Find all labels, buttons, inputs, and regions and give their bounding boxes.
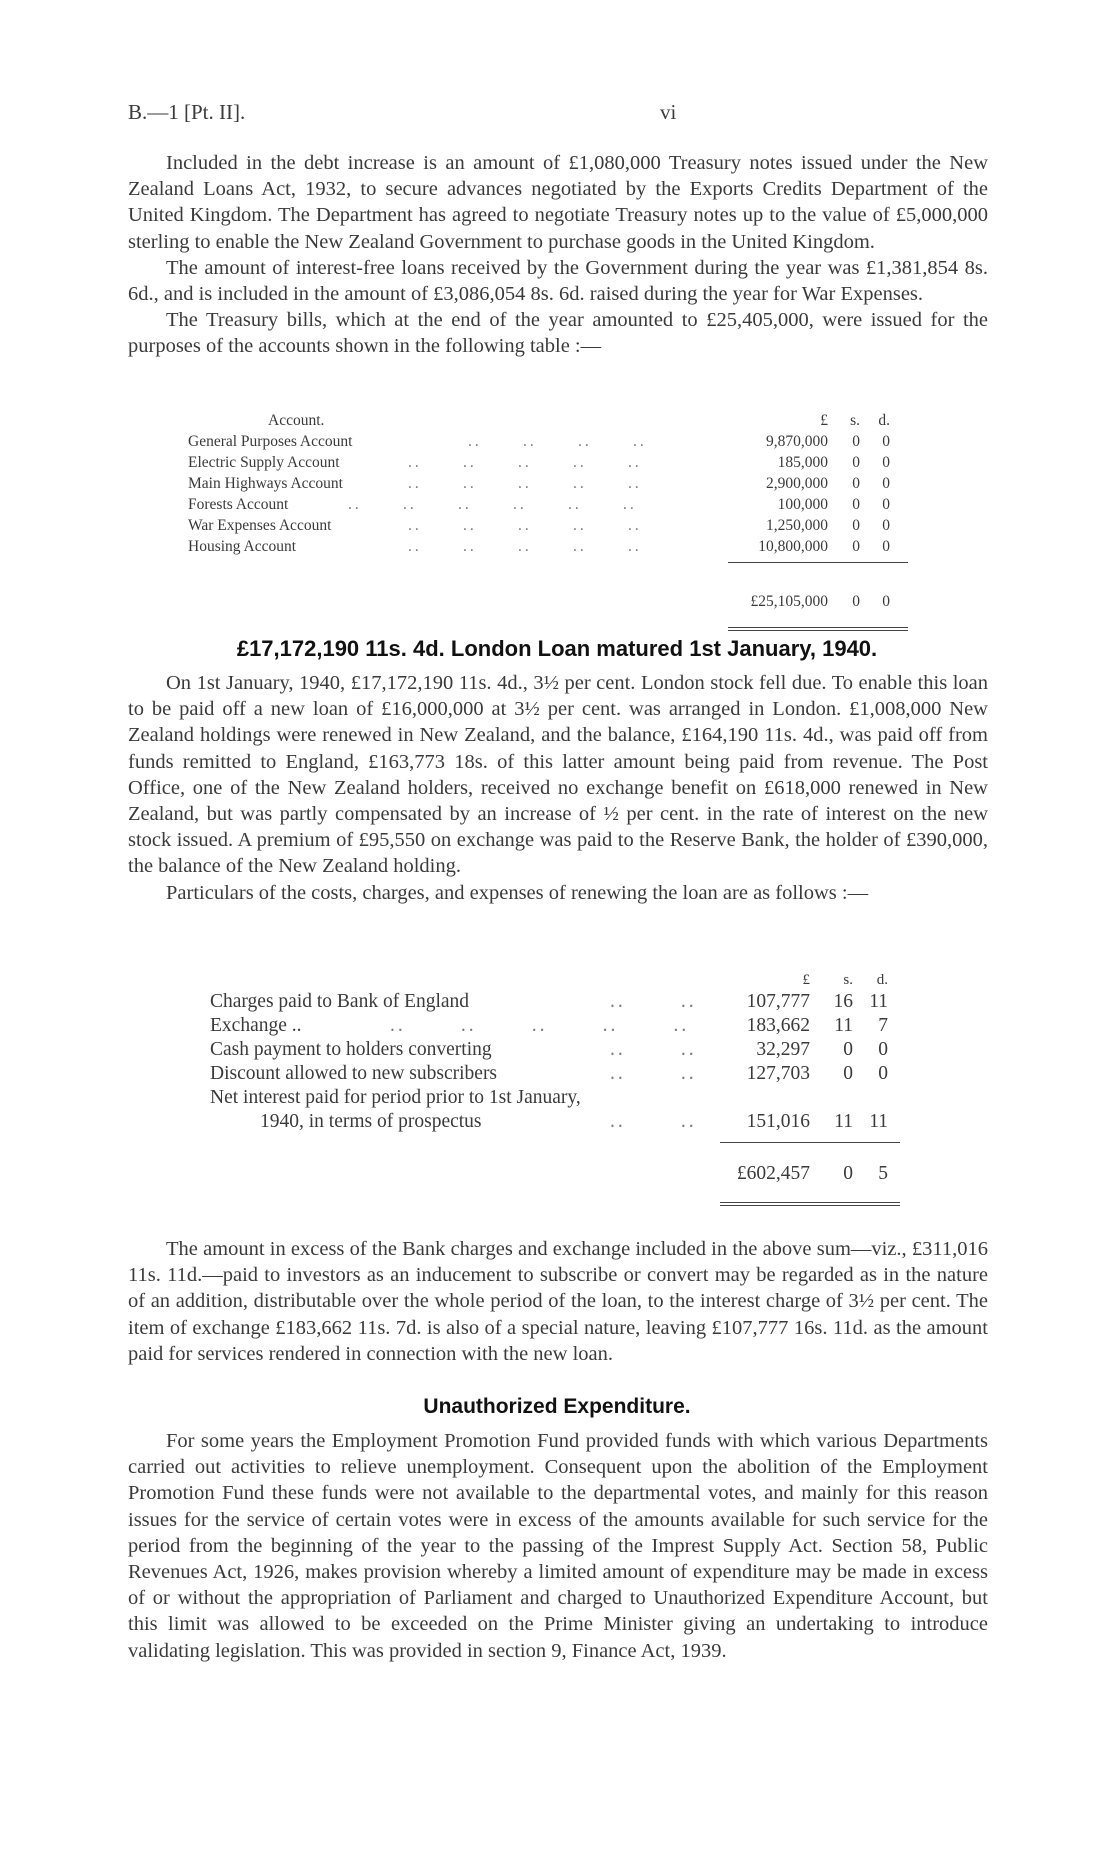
london-loan-heading: £17,172,190 11s. 4d. London Loan matured 1st January, 1940.: [236, 636, 878, 661]
document-reference: B.—1 [Pt. II].: [128, 100, 246, 124]
charge-pence: 0: [878, 1039, 888, 1060]
page-header: [128, 100, 988, 140]
table-total-row: [188, 591, 918, 612]
charge-pence: 7: [878, 1015, 888, 1036]
account-shillings: 0: [852, 475, 860, 492]
account-pounds: 9,870,000: [766, 433, 828, 450]
table-row: Housing Account .. .. .. .. .. 10,800,000 0 0: [188, 538, 890, 555]
account-shillings: 0: [852, 496, 860, 513]
column-header-pounds: £: [820, 412, 828, 429]
paragraph-unauthorized-expenditure: For some years the Employment Promotion Fund provided funds with which various Departments carried out activities to relieve unemployment. Consequent upon the abolition of the Employment Promotion Fund these funds were not available to the departmental votes, and mainly for this reason issues for the service of certain votes were in excess of the amounts available for such service for the period from the beginning of the year to the passing of the Imprest Supply Act. Section 58, Public Revenues Act, 1926, makes provision whereby a limited amount of expenditure may be made in excess of or without the appropriation of Parliament and charged to Unauthorized Expenditure Account, but this limit was allowed to be exceeded on the Prime Minister giving an undertaking to introduce validating legislation. This was provided in section 9, Finance Act, 1939.: [128, 1430, 988, 1662]
total-pounds: £25,105,000: [750, 593, 828, 610]
charge-pounds: 127,703: [746, 1063, 810, 1084]
account-pence: 0: [882, 496, 890, 513]
charge-shillings: 11: [834, 1111, 853, 1132]
account-pence: 0: [882, 433, 890, 450]
account-pounds: 1,250,000: [766, 517, 828, 534]
paragraph-treasury-bills: The Treasury bills, which at the end of the year amounted to £25,405,000, were issued for the purposes of the accounts shown in the following table :—: [128, 309, 988, 358]
charge-label: 1940, in terms of prospectus: [260, 1111, 482, 1132]
charges-table: [210, 968, 920, 1186]
account-name: Housing Account: [188, 538, 297, 555]
column-header-pounds: £: [802, 972, 810, 988]
total-rule: [720, 1202, 900, 1203]
account-pounds: 10,800,000: [758, 538, 828, 555]
table-row: War Expenses Account .. .. .. .. .. 1,250,000 0 0: [188, 517, 890, 534]
total-pounds: £602,457: [736, 1163, 810, 1184]
column-header-shillings: s.: [850, 412, 860, 429]
charge-pence: 11: [869, 1111, 888, 1132]
column-header-shillings: s.: [843, 972, 853, 988]
account-pence: 0: [882, 454, 890, 471]
account-pounds: 100,000: [777, 496, 828, 513]
charge-shillings: 0: [843, 1063, 853, 1084]
table-header-row: [188, 410, 918, 431]
column-header-pence: d.: [878, 412, 890, 429]
charge-label: Exchange ..: [210, 1015, 302, 1036]
table-row: Cash payment to holders converting .. .. 32,297 0 0: [210, 1039, 888, 1060]
table-row: Main Highways Account .. .. .. .. .. 2,900,000 0 0: [188, 475, 890, 492]
table-row: [210, 1086, 920, 1110]
table-row: Electric Supply Account .. .. .. .. .. 185,000 0 0: [188, 454, 890, 471]
total-shillings: 0: [852, 593, 860, 610]
page-number: vi: [660, 100, 677, 124]
charge-pounds: 183,662: [746, 1015, 810, 1036]
account-pence: 0: [882, 538, 890, 555]
account-shillings: 0: [852, 433, 860, 450]
paragraph-particulars: Particulars of the costs, charges, and expenses of renewing the loan are as follows :—: [166, 881, 869, 904]
account-name: War Expenses Account: [188, 517, 332, 534]
charge-pounds: 32,297: [756, 1039, 810, 1060]
total-rule: [728, 627, 908, 628]
charge-label: Discount allowed to new subscribers: [210, 1063, 498, 1084]
table-row: Discount allowed to new subscribers .. .. 127,703 0 0: [210, 1063, 888, 1084]
subtotal-rule: [728, 562, 908, 563]
account-shillings: 0: [852, 538, 860, 555]
account-shillings: 0: [852, 517, 860, 534]
table-row: 1940, in terms of prospectus .. .. 151,016 11 11: [260, 1111, 888, 1132]
account-pounds: 2,900,000: [766, 475, 828, 492]
after-charges-text: [128, 1236, 988, 1367]
total-rule-double: [720, 1205, 900, 1206]
accounts-table: [188, 410, 918, 612]
charge-label: Cash payment to holders converting: [210, 1039, 492, 1060]
account-name: Forests Account: [188, 496, 289, 513]
column-header-account: Account.: [268, 412, 325, 429]
table-header-row: [210, 968, 920, 990]
account-name: Main Highways Account: [188, 475, 343, 492]
table-row: Exchange .. .. .. .. .. .. 183,662 11 7: [210, 1015, 888, 1036]
paragraph-excess-amount: The amount in excess of the Bank charges and exchange included in the above sum—viz., £311,016 11s. 11d.—paid to investors as an inducement to subscribe or convert may be regarded as in the nature of an addition, distributable over the whole period of the loan, to the interest charge of 3½ per cent. The item of exchange £183,662 11s. 7d. is also of a special nature, leaving £107,777 16s. 11d. as the amount paid for services rendered in connection with the new loan.: [128, 1238, 988, 1365]
subtotal-rule: [720, 1142, 900, 1143]
account-name: General Purposes Account: [188, 433, 353, 450]
charge-pence: 11: [869, 991, 888, 1012]
charge-pounds: 107,777: [746, 991, 810, 1012]
account-shillings: 0: [852, 454, 860, 471]
unauthorized-text: [128, 1428, 988, 1664]
account-pounds: 185,000: [777, 454, 828, 471]
total-rule-double: [728, 630, 908, 631]
table-row: Forests Account .. .. .. .. .. .. 100,000 0 0: [188, 496, 890, 513]
charge-pounds: 151,016: [746, 1111, 810, 1132]
table-row: Charges paid to Bank of England .. .. 107,777 16 11: [210, 991, 888, 1012]
charge-shillings: 16: [833, 991, 853, 1012]
unauthorized-heading: Unauthorized Expenditure.: [423, 1395, 691, 1418]
intro-text: [128, 150, 988, 360]
charge-pence: 0: [878, 1063, 888, 1084]
charge-label: Net interest paid for period prior to 1st January,: [210, 1087, 581, 1108]
paragraph-treasury-notes: Included in the debt increase is an amount of £1,080,000 Treasury notes issued under the New Zealand Loans Act, 1932, to secure advances negotiated by the Exports Credits Department of the United Kingdom. The Department has agreed to negotiate Treasury notes up to the value of £5,000,000 sterling to enable the New Zealand Government to purchase goods in the United Kingdom.: [128, 152, 988, 253]
account-pence: 0: [882, 517, 890, 534]
charge-label: Charges paid to Bank of England: [210, 991, 470, 1012]
paragraph-interest-free-loans: The amount of interest-free loans received by the Government during the year was £1,381,854 8s. 6d., and is included in the amount of £3,086,054 8s. 6d. raised during the year for War Expenses.: [128, 256, 988, 306]
table-row: General Purposes Account .. .. .. .. 9,870,000 0 0: [188, 433, 890, 450]
account-pence: 0: [882, 475, 890, 492]
total-shillings: 0: [843, 1163, 853, 1184]
total-pence: 0: [882, 593, 890, 610]
charge-shillings: 11: [834, 1015, 853, 1036]
total-pence: 5: [878, 1163, 888, 1184]
column-header-pence: d.: [876, 972, 888, 988]
table-total-row: [210, 1162, 920, 1186]
charge-shillings: 0: [843, 1039, 853, 1060]
paragraph-london-loan: On 1st January, 1940, £17,172,190 11s. 4d., 3½ per cent. London stock fell due. To enable this loan to be paid off a new loan of £16,000,000 at 3½ per cent. was arranged in London. £1,008,000 New Zealand holdings were renewed in New Zealand, and the balance, £164,190 11s. 4d., was paid off from funds remitted to England, £163,773 18s. of this latter amount being paid from revenue. The Post Office, one of the New Zealand holders, received no exchange benefit on £618,000 renewed in New Zealand, but was partly compensated by an increase of ½ per cent. in the rate of interest on the new stock issued. A premium of £95,550 on exchange was paid to the Reserve Bank, the holder of £390,000, the balance of the New Zealand holding.: [128, 672, 988, 878]
london-loan-text: [128, 670, 988, 906]
account-name: Electric Supply Account: [188, 454, 340, 471]
